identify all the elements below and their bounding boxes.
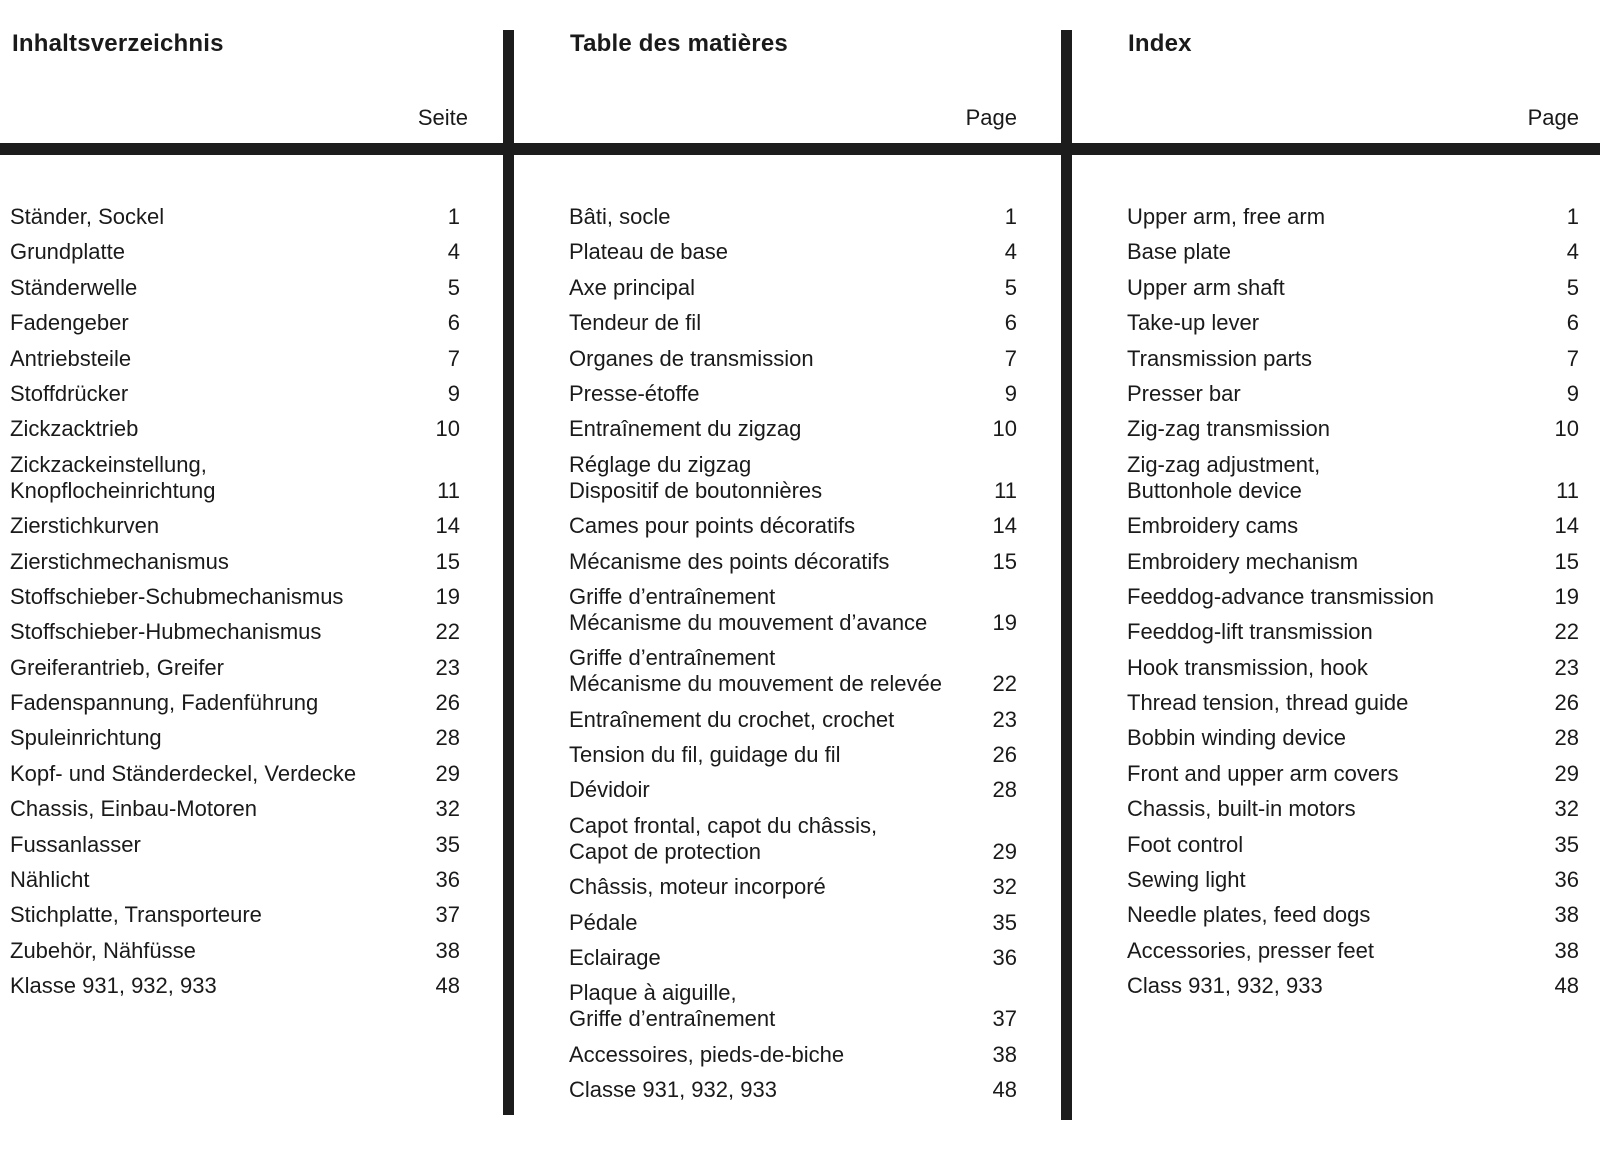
entry-page-number: 9 — [447, 380, 460, 406]
entry-title: Presser bar — [1127, 380, 1241, 406]
entry-page-number: 37 — [435, 902, 460, 928]
entry-page-number: 26 — [435, 690, 460, 716]
entry-page-number: 38 — [1554, 937, 1579, 963]
entry-title: Tendeur de fil — [569, 310, 702, 336]
entry-title: Cames pour points décoratifs — [569, 513, 856, 539]
toc-entry — [1127, 381, 1579, 407]
entry-title: Feeddog-advance transmission — [1127, 583, 1434, 609]
toc-entry — [10, 725, 460, 751]
toc-entry — [569, 452, 1017, 504]
entry-title: Chassis, built-in motors — [1127, 796, 1356, 822]
toc-entry — [1127, 938, 1579, 964]
entry-page-number: 19 — [1554, 583, 1579, 609]
entry-title: Zickzackeinstellung, Knopflocheinrichtung — [10, 451, 216, 503]
entry-page-number: 38 — [435, 937, 460, 963]
entry-title: Embroidery cams — [1127, 513, 1299, 539]
entry-page-number: 10 — [992, 416, 1017, 442]
entry-title: Réglage du zigzag Dispositif de boutonnières — [569, 451, 823, 503]
entry-title: Transmission parts — [1127, 345, 1313, 371]
entry-title: Zig-zag transmission — [1127, 416, 1330, 442]
header-divider — [0, 143, 1600, 155]
toc-entry — [10, 346, 460, 372]
entry-title: Axe principal — [569, 274, 695, 300]
toc-entry — [1127, 867, 1579, 893]
entry-title: Stichplatte, Transporteure — [10, 902, 262, 928]
entry-title: Fadenspannung, Fadenführung — [10, 690, 319, 716]
toc-entry — [569, 549, 1017, 575]
entry-page-number: 1 — [1566, 204, 1579, 229]
entry-title: Feeddog-lift transmission — [1127, 619, 1373, 645]
entry-page-number: 10 — [435, 416, 460, 442]
toc-entry — [1127, 239, 1579, 265]
toc-entry — [569, 707, 1017, 733]
entry-title: Greiferantrieb, Greifer — [10, 654, 224, 680]
entry-page-number: 4 — [447, 239, 460, 265]
entry-page-number: 23 — [435, 654, 460, 680]
entry-title: Griffe d’entraînement Mécanisme du mouvement de relevée — [569, 645, 942, 697]
entry-page-number: 32 — [992, 874, 1017, 900]
toc-entry — [569, 874, 1017, 900]
entry-page-number: 22 — [1554, 619, 1579, 645]
toc-entry — [569, 645, 1017, 697]
entry-page-number: 37 — [992, 1006, 1017, 1032]
toc-entry — [10, 584, 460, 610]
toc-entry — [569, 381, 1017, 407]
toc-entry — [10, 513, 460, 539]
entry-title: Entraînement du crochet, crochet — [569, 706, 895, 732]
entry-page-number: 6 — [447, 310, 460, 336]
toc-entry — [1127, 655, 1579, 681]
entry-title: Griffe d’entraînement Mécanisme du mouvement d’avance — [569, 583, 928, 635]
entry-page-number: 5 — [1004, 274, 1017, 300]
entry-page-number: 22 — [435, 619, 460, 645]
entry-page-number: 15 — [1554, 548, 1579, 574]
entry-title: Plateau de base — [569, 239, 729, 265]
toc-entry — [1127, 973, 1579, 999]
entry-title: Pédale — [569, 909, 638, 935]
toc-entry — [569, 416, 1017, 442]
toc-entry — [10, 690, 460, 716]
entry-page-number: 22 — [992, 671, 1017, 697]
entry-title: Fadengeber — [10, 310, 129, 336]
entry-page-number: 1 — [447, 204, 460, 229]
entry-title: Tension du fil, guidage du fil — [569, 742, 841, 768]
column-title: Index — [1128, 30, 1192, 57]
entry-title: Mécanisme des points décoratifs — [569, 548, 890, 574]
toc-entry — [569, 1077, 1017, 1103]
toc-entry — [10, 310, 460, 336]
entry-page-number: 32 — [1554, 796, 1579, 822]
entry-title: Stoffschieber-Schubmechanismus — [10, 583, 344, 609]
entry-title: Fussanlasser — [10, 831, 141, 857]
entry-title: Klasse 931, 932, 933 — [10, 973, 217, 999]
toc-entry — [10, 796, 460, 822]
toc-entry — [569, 1042, 1017, 1068]
toc-entry — [1127, 690, 1579, 716]
entry-title: Zig-zag adjustment, Buttonhole device — [1127, 451, 1321, 503]
entry-title: Foot control — [1127, 831, 1244, 857]
toc-entry — [569, 513, 1017, 539]
entry-title: Needle plates, feed dogs — [1127, 902, 1371, 928]
entry-title: Upper arm, free arm — [1127, 204, 1326, 229]
entry-page-number: 28 — [992, 777, 1017, 803]
toc-entry — [569, 910, 1017, 936]
entry-list — [1127, 204, 1579, 1009]
toc-entry — [1127, 725, 1579, 751]
entry-page-number: 26 — [992, 742, 1017, 768]
entry-title: Sewing light — [1127, 867, 1246, 893]
entry-page-number: 26 — [1554, 690, 1579, 716]
toc-entry — [10, 275, 460, 301]
entry-title: Dévidoir — [569, 777, 650, 803]
entry-page-number: 28 — [1554, 725, 1579, 751]
toc-entry — [10, 938, 460, 964]
entry-page-number: 48 — [1554, 973, 1579, 999]
entry-title: Châssis, moteur incorporé — [569, 874, 826, 900]
entry-page-number: 11 — [1556, 477, 1579, 503]
toc-entry — [10, 619, 460, 645]
entry-title: Plaque à aiguille, Griffe d’entraînement — [569, 980, 776, 1032]
entry-title: Antriebsteile — [10, 345, 132, 371]
entry-title: Zierstichmechanismus — [10, 548, 229, 574]
column-title: Inhaltsverzeichnis — [12, 30, 224, 57]
toc-entry — [1127, 584, 1579, 610]
toc-entry — [1127, 902, 1579, 928]
entry-title: Embroidery mechanism — [1127, 548, 1359, 574]
entry-page-number: 5 — [1566, 274, 1579, 300]
toc-entry — [1127, 275, 1579, 301]
toc-entry — [569, 584, 1017, 636]
entry-page-number: 4 — [1566, 239, 1579, 265]
entry-page-number: 32 — [435, 796, 460, 822]
entry-page-number: 36 — [992, 945, 1017, 971]
entry-page-number: 6 — [1566, 310, 1579, 336]
toc-entry — [1127, 619, 1579, 645]
entry-title: Organes de transmission — [569, 345, 814, 371]
entry-page-number: 9 — [1566, 380, 1579, 406]
toc-entry — [1127, 796, 1579, 822]
entry-page-number: 15 — [435, 548, 460, 574]
entry-title: Take-up lever — [1127, 310, 1260, 336]
entry-title: Accessories, presser feet — [1127, 937, 1374, 963]
page-column-label: Page — [965, 105, 1017, 130]
toc-entry — [569, 239, 1017, 265]
entry-page-number: 7 — [447, 345, 460, 371]
toc-entry — [569, 310, 1017, 336]
entry-page-number: 48 — [992, 1077, 1017, 1103]
entry-page-number: 11 — [437, 477, 460, 503]
entry-page-number: 29 — [1554, 760, 1579, 786]
entry-page-number: 38 — [992, 1041, 1017, 1067]
page-column-label: Seite — [417, 105, 468, 130]
entry-page-number: 29 — [435, 760, 460, 786]
entry-title: Nählicht — [10, 867, 90, 893]
page-column-label: Page — [1527, 105, 1579, 130]
entry-page-number: 14 — [992, 513, 1017, 539]
entry-page-number: 9 — [1004, 380, 1017, 406]
entry-page-number: 28 — [435, 725, 460, 751]
entry-title: Ständerwelle — [10, 274, 138, 300]
toc-entry — [10, 832, 460, 858]
toc-entry — [10, 902, 460, 928]
toc-entry — [569, 346, 1017, 372]
entry-page-number: 4 — [1004, 239, 1017, 265]
entry-page-number: 14 — [1554, 513, 1579, 539]
entry-title: Hook transmission, hook — [1127, 654, 1368, 680]
entry-page-number: 15 — [992, 548, 1017, 574]
entry-page-number: 7 — [1566, 345, 1579, 371]
entry-page-number: 19 — [435, 583, 460, 609]
entry-title: Stoffschieber-Hubmechanismus — [10, 619, 322, 645]
toc-entry — [10, 867, 460, 893]
entry-page-number: 1 — [1004, 204, 1017, 229]
toc-entry — [10, 204, 460, 230]
entry-page-number: 6 — [1004, 310, 1017, 336]
entry-title: Upper arm shaft — [1127, 274, 1285, 300]
entry-title: Chassis, Einbau-Motoren — [10, 796, 258, 822]
entry-page-number: 35 — [992, 909, 1017, 935]
toc-entry — [1127, 416, 1579, 442]
entry-page-number: 48 — [435, 973, 460, 999]
toc-entry — [1127, 761, 1579, 787]
entry-page-number: 36 — [1554, 867, 1579, 893]
entry-page-number: 11 — [994, 477, 1017, 503]
column-title: Table des matières — [570, 30, 788, 57]
toc-entry — [1127, 204, 1579, 230]
entry-page-number: 10 — [1554, 416, 1579, 442]
entry-title: Thread tension, thread guide — [1127, 690, 1409, 716]
entry-title: Zubehör, Nähfüsse — [10, 937, 196, 963]
toc-entry — [10, 549, 460, 575]
toc-entry — [569, 275, 1017, 301]
entry-title: Bobbin winding device — [1127, 725, 1346, 751]
toc-entry — [1127, 549, 1579, 575]
toc-entry — [569, 777, 1017, 803]
entry-page-number: 7 — [1004, 345, 1017, 371]
entry-list — [569, 204, 1017, 1113]
entry-title: Spuleinrichtung — [10, 725, 162, 751]
entry-list — [10, 204, 460, 1009]
toc-entry — [1127, 832, 1579, 858]
entry-page-number: 29 — [992, 838, 1017, 864]
entry-title: Kopf- und Ständerdeckel, Verdecke — [10, 760, 357, 786]
toc-entry — [569, 742, 1017, 768]
column-divider-2 — [1061, 30, 1072, 1120]
entry-title: Entraînement du zigzag — [569, 416, 802, 442]
entry-title: Front and upper arm covers — [1127, 760, 1399, 786]
entry-page-number: 35 — [435, 831, 460, 857]
entry-title: Zierstichkurven — [10, 513, 160, 539]
toc-entry — [569, 945, 1017, 971]
entry-page-number: 38 — [1554, 902, 1579, 928]
entry-title: Class 931, 932, 933 — [1127, 973, 1323, 999]
entry-page-number: 36 — [435, 867, 460, 893]
entry-page-number: 19 — [992, 609, 1017, 635]
entry-title: Capot frontal, capot du châssis, Capot de protection — [569, 812, 878, 864]
entry-title: Presse-étoffe — [569, 380, 700, 406]
entry-page-number: 14 — [435, 513, 460, 539]
entry-title: Bâti, socle — [569, 204, 671, 229]
toc-entry — [569, 980, 1017, 1032]
entry-page-number: 5 — [447, 274, 460, 300]
entry-title: Stoffdrücker — [10, 380, 129, 406]
toc-entry — [10, 452, 460, 504]
entry-title: Ständer, Sockel — [10, 204, 165, 229]
toc-entry — [10, 416, 460, 442]
entry-title: Classe 931, 932, 933 — [569, 1077, 777, 1103]
toc-entry — [1127, 513, 1579, 539]
toc-entry — [10, 239, 460, 265]
toc-entry — [1127, 346, 1579, 372]
entry-title: Base plate — [1127, 239, 1231, 265]
entry-title: Accessoires, pieds-de-biche — [569, 1041, 845, 1067]
column-divider-1 — [503, 30, 514, 1115]
entry-page-number: 23 — [992, 706, 1017, 732]
entry-page-number: 35 — [1554, 831, 1579, 857]
entry-title: Zickzacktrieb — [10, 416, 139, 442]
entry-title: Eclairage — [569, 945, 661, 971]
toc-entry — [10, 381, 460, 407]
toc-entry — [1127, 310, 1579, 336]
toc-entry — [10, 761, 460, 787]
toc-entry — [569, 204, 1017, 230]
toc-entry — [1127, 452, 1579, 504]
toc-entry — [10, 973, 460, 999]
toc-entry — [10, 655, 460, 681]
entry-title: Grundplatte — [10, 239, 125, 265]
entry-page-number: 23 — [1554, 654, 1579, 680]
toc-entry — [569, 813, 1017, 865]
